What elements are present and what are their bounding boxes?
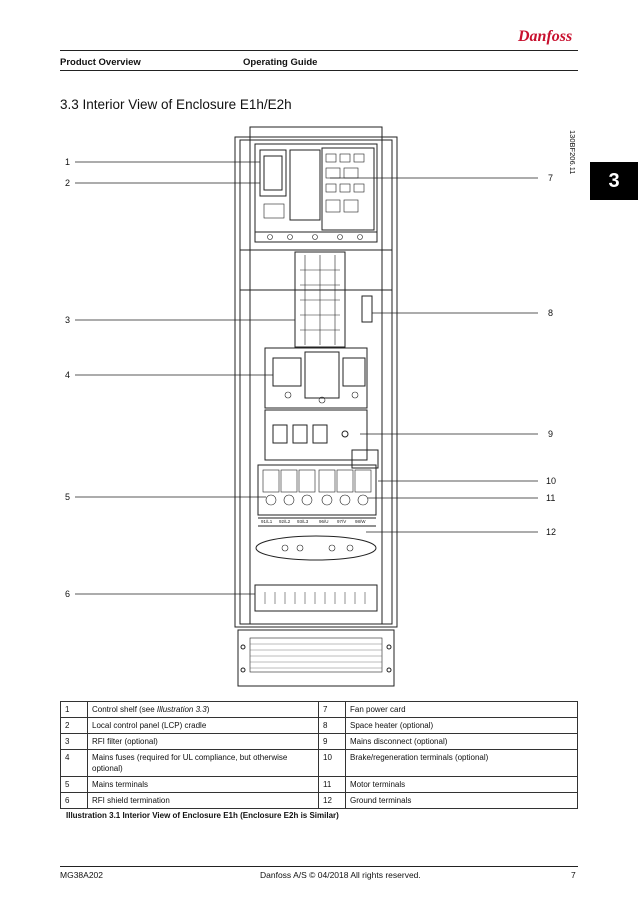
legend-description: Fan power card bbox=[346, 702, 578, 718]
table-row bbox=[61, 793, 578, 809]
legend-number: 6 bbox=[61, 793, 88, 809]
callout-9: 9 bbox=[548, 429, 554, 439]
callout-2: 2 bbox=[65, 178, 71, 188]
footer-page-number: 7 bbox=[571, 870, 576, 880]
enclosure-drawing bbox=[60, 120, 580, 692]
table-row bbox=[61, 702, 578, 718]
callout-7: 7 bbox=[548, 173, 554, 183]
legend-description: RFI filter (optional) bbox=[88, 734, 319, 750]
terminal-label: 93/L3 bbox=[297, 519, 309, 524]
terminal-label: 97/V bbox=[337, 519, 347, 524]
figure-caption: Illustration 3.1 Interior View of Enclosure E1h (Enclosure E2h is Similar) bbox=[66, 811, 339, 820]
footer-copyright: Danfoss A/S © 04/2018 All rights reserved. bbox=[260, 870, 421, 880]
callout-1: 1 bbox=[65, 157, 71, 167]
table-row bbox=[61, 750, 578, 777]
header-section: Product Overview bbox=[60, 57, 141, 68]
legend-number: 7 bbox=[319, 702, 346, 718]
table-row bbox=[61, 718, 578, 734]
legend-number: 3 bbox=[61, 734, 88, 750]
table-row bbox=[61, 777, 578, 793]
legend-description: Mains terminals bbox=[88, 777, 319, 793]
danfoss-logo: Danfoss bbox=[518, 28, 573, 45]
section-title: 3.3 Interior View of Enclosure E1h/E2h bbox=[60, 97, 292, 112]
callout-11: 11 bbox=[546, 493, 556, 503]
legend-number: 9 bbox=[319, 734, 346, 750]
legend-description: Local control panel (LCP) cradle bbox=[88, 718, 319, 734]
legend-number: 4 bbox=[61, 750, 88, 777]
drawing-code: 130BF206.11 bbox=[568, 130, 577, 175]
terminal-label: 92/L2 bbox=[279, 519, 291, 524]
legend-description: Motor terminals bbox=[346, 777, 578, 793]
callout-8: 8 bbox=[548, 308, 554, 318]
callout-4: 4 bbox=[65, 370, 71, 380]
legend-description: Space heater (optional) bbox=[346, 718, 578, 734]
legend-description: Mains fuses (required for UL compliance, but otherwise optional) bbox=[88, 750, 319, 777]
legend-description: Control shelf (see Illustration 3.3) bbox=[88, 702, 319, 718]
terminal-label: 96/U bbox=[319, 519, 329, 524]
legend-number: 11 bbox=[319, 777, 346, 793]
legend-number: 5 bbox=[61, 777, 88, 793]
header-guide: Operating Guide bbox=[243, 57, 318, 68]
footer-rule bbox=[60, 866, 578, 867]
legend-description: RFI shield termination bbox=[88, 793, 319, 809]
callout-5: 5 bbox=[65, 492, 71, 502]
legend-table bbox=[60, 701, 578, 809]
legend-description: Mains disconnect (optional) bbox=[346, 734, 578, 750]
table-row bbox=[61, 734, 578, 750]
legend-description: Brake/regeneration terminals (optional) bbox=[346, 750, 578, 777]
chapter-tab: 3 bbox=[590, 162, 638, 200]
callout-10: 10 bbox=[546, 476, 557, 486]
callout-6: 6 bbox=[65, 589, 71, 599]
legend-description: Ground terminals bbox=[346, 793, 578, 809]
callout-12: 12 bbox=[546, 527, 557, 537]
legend-number: 12 bbox=[319, 793, 346, 809]
legend-number: 2 bbox=[61, 718, 88, 734]
legend-number: 8 bbox=[319, 718, 346, 734]
header-bottom-rule bbox=[60, 70, 578, 71]
footer-doc-id: MG38A202 bbox=[60, 870, 103, 880]
header-top-rule bbox=[60, 50, 578, 51]
terminal-label: 91/L1 bbox=[261, 519, 273, 524]
callout-3: 3 bbox=[65, 315, 71, 325]
legend-number: 10 bbox=[319, 750, 346, 777]
terminal-label: 98/W bbox=[355, 519, 366, 524]
legend-number: 1 bbox=[61, 702, 88, 718]
